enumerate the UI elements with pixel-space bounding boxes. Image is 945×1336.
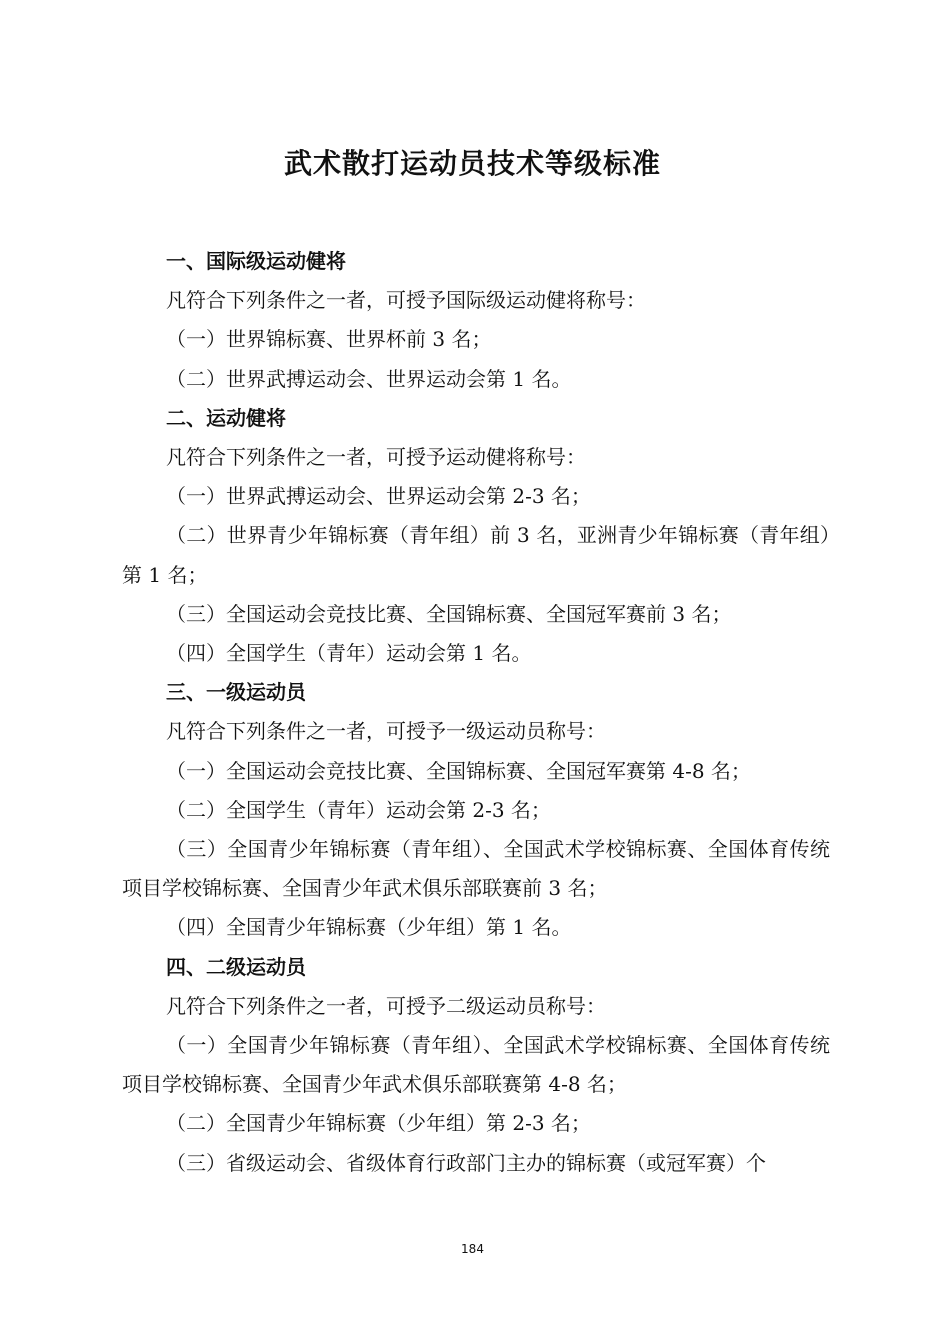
page-title: 武术散打运动员技术等级标准 [283, 147, 661, 180]
paragraph: 凡符合下列条件之一者，可授予二级运动员称号： [166, 993, 606, 1018]
section-heading-second-class: 四、二级运动员 [166, 954, 306, 979]
paragraph: 凡符合下列条件之一者，可授予国际级运动健将称号： [166, 288, 646, 313]
paragraph: 凡符合下列条件之一者，可授予一级运动员称号： [166, 719, 606, 744]
list-item: （一）世界武搏运动会、世界运动会第 2-3 名； [166, 484, 591, 509]
paragraph: 凡符合下列条件之一者，可授予运动健将称号： [166, 445, 586, 470]
list-item: （一）世界锦标赛、世界杯前 3 名； [166, 327, 492, 352]
section-heading-first-class: 三、一级运动员 [166, 680, 306, 705]
list-item: （三）省级运动会、省级体育行政部门主办的锦标赛（或冠军赛）个 [166, 1150, 766, 1175]
list-item: （二）世界青少年锦标赛（青年组）前 3 名，亚洲青少年锦标赛（青年组）第 1 名； [122, 523, 830, 587]
list-item: （二）全国学生（青年）运动会第 2-3 名； [166, 797, 551, 822]
list-item: （四）全国学生（青年）运动会第 1 名。 [166, 641, 532, 666]
list-item: （三）全国运动会竞技比赛、全国锦标赛、全国冠军赛前 3 名； [166, 601, 732, 626]
list-item: （一）全国青少年锦标赛（青年组）、全国武术学校锦标赛、全国体育传统项目学校锦标赛、全国青少年武术俱乐部联赛第 4-8 名； [122, 1033, 830, 1097]
section-heading-master: 二、运动健将 [166, 405, 286, 430]
page-number: 184 [461, 1242, 484, 1256]
list-item: （三）全国青少年锦标赛（青年组）、全国武术学校锦标赛、全国体育传统项目学校锦标赛、全国青少年武术俱乐部联赛前 3 名； [122, 837, 830, 901]
section-heading-international-master: 一、国际级运动健将 [166, 249, 346, 273]
list-item: （二）全国青少年锦标赛（少年组）第 2-3 名； [166, 1111, 591, 1136]
document-body [122, 242, 830, 1183]
list-item: （二）世界武搏运动会、世界运动会第 1 名。 [166, 366, 572, 391]
list-item: （四）全国青少年锦标赛（少年组）第 1 名。 [166, 915, 572, 940]
list-item: （一）全国运动会竞技比赛、全国锦标赛、全国冠军赛第 4-8 名； [166, 758, 751, 783]
